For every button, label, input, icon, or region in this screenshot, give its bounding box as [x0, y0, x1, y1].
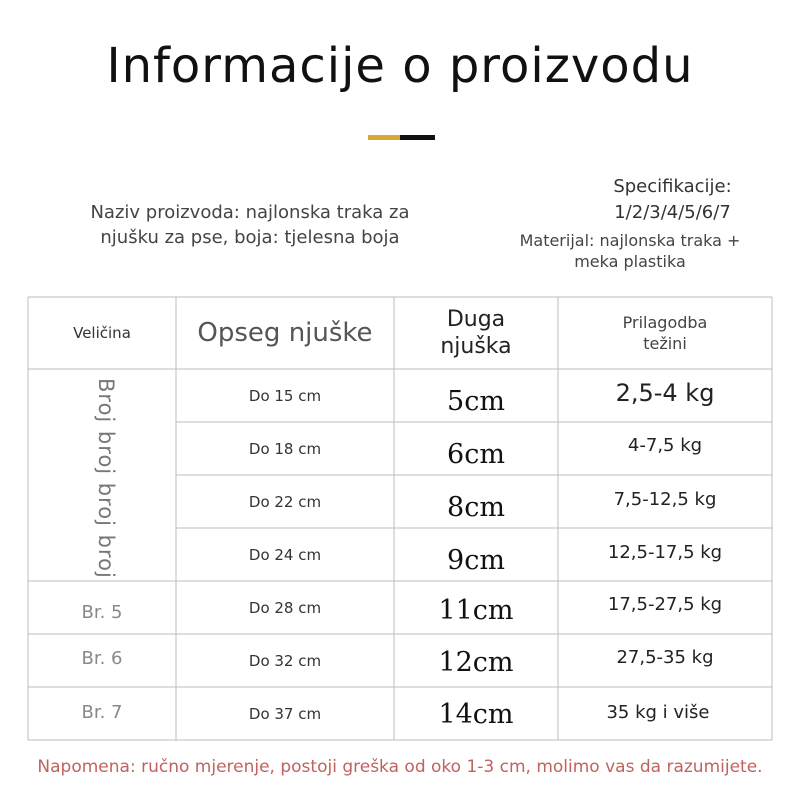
header-muzzle-range: Opseg njuške — [197, 318, 373, 348]
table-cell-length: 5cm — [447, 386, 505, 417]
table-cell-weight: 7,5-12,5 kg — [613, 489, 717, 510]
header-weight-line: težini — [643, 334, 687, 353]
header-muzzle-length — [394, 297, 558, 369]
table-cell-length: 12cm — [438, 647, 514, 678]
table-cell-weight: 12,5-17,5 kg — [607, 542, 723, 563]
table-cell-range: Do 18 cm — [248, 439, 322, 458]
table-cell-range: Do 28 cm — [248, 598, 322, 617]
table-cell-weight: 17,5-27,5 kg — [607, 594, 723, 615]
table-cell-weight: 4-7,5 kg — [627, 435, 703, 456]
table-cell-range: Do 22 cm — [248, 492, 322, 511]
page-title: Informacije o proizvodu — [106, 38, 694, 94]
header-size: Veličina — [73, 324, 131, 342]
table-cell-length: 11cm — [438, 595, 514, 626]
measurement-note: Napomena: ručno mjerenje, postoji greška od oko 1-3 cm, molimo vas da razumijete. — [37, 757, 763, 777]
table-cell-size: Br. 7 — [81, 702, 123, 723]
table-cell-length: 8cm — [447, 492, 505, 523]
specifications-values: 1/2/3/4/5/6/7 — [614, 202, 731, 223]
table-cell-size: Br. 5 — [81, 602, 123, 623]
table-cell-weight: 35 kg i više — [606, 702, 710, 723]
table-cell-range: Do 32 cm — [248, 651, 322, 670]
header-weight — [558, 297, 772, 369]
material-line: meka plastika — [574, 252, 686, 271]
table-cell-range: Do 37 cm — [248, 704, 322, 723]
specifications-label: Specifikacije: — [613, 176, 732, 197]
table-cell-weight: 27,5-35 kg — [616, 647, 714, 668]
header-muzzle-length-line: Duga — [446, 307, 506, 332]
table-cell-size: Br. 6 — [81, 648, 123, 669]
table-cell-range: Do 24 cm — [248, 545, 322, 564]
material-line: Materijal: najlonska traka + — [519, 231, 741, 250]
table-cell-range: Do 15 cm — [248, 386, 322, 405]
header-weight-line: Prilagodba — [622, 313, 708, 332]
table-cell-length: 14cm — [438, 699, 514, 730]
merged-size-label — [86, 378, 126, 584]
header-muzzle-length-line: njuška — [440, 334, 512, 359]
table-cell-length: 9cm — [447, 545, 505, 576]
merged-size-text: Broj broj broj broj — [94, 378, 118, 579]
table-cell-weight: 2,5-4 kg — [615, 378, 715, 407]
product-description-line: Naziv proizvoda: najlonska traka za — [90, 202, 410, 223]
product-description-line: njušku za pse, boja: tjelesna boja — [100, 227, 400, 248]
table-cell-length: 6cm — [447, 439, 505, 470]
